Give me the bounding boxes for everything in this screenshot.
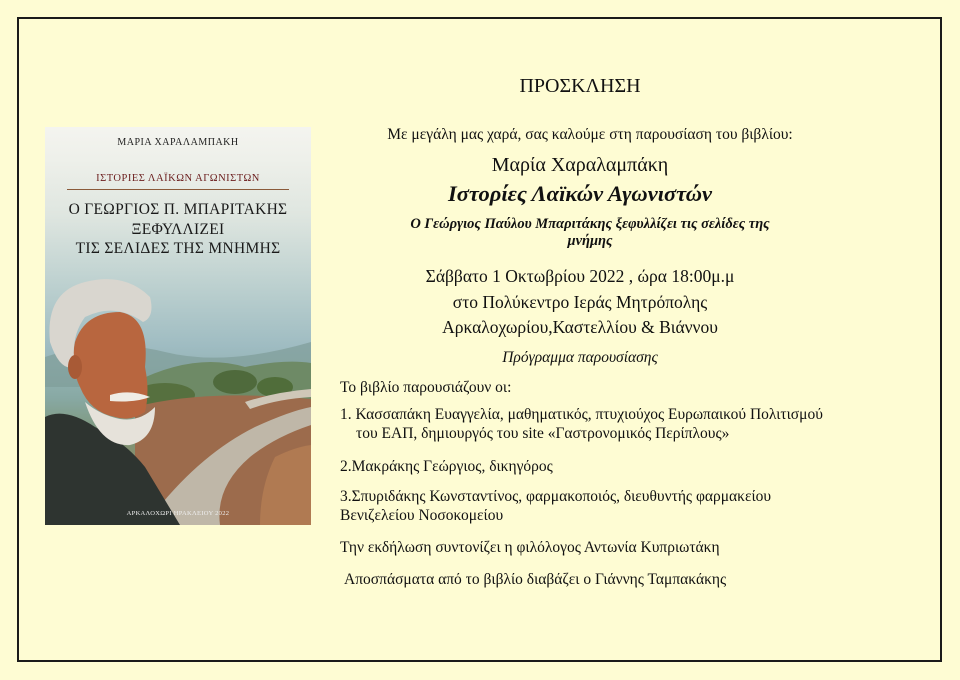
book-subtitle-line-1: Ο Γεώργιος Παύλου Μπαριτάκης ξεφυλλίζει τις σελίδες της <box>410 216 770 232</box>
cover-publisher: ΑΡΚΑΛΟΧΩΡΙ ΗΡΑΚΛΕΙΟΥ 2022 <box>126 510 230 517</box>
presenter-1-line-2: του ΕΑΠ, δημιουργός του site «Γαστρονομικός Περίπλους» <box>356 425 730 442</box>
cover-title-line-3: ΤΙΣ ΣΕΛΙΔΕΣ ΤΗΣ ΜΝΗΜΗΣ <box>75 240 281 257</box>
presenters-intro: Το βιβλίο παρουσιάζουν οι: <box>340 379 512 396</box>
presenter-1-line-1: 1. Κασσαπάκη Ευαγγελία, μαθηματικός, πτυχιούχος Ευρωπαικού Πολιτισμού <box>340 406 823 423</box>
cover-divider <box>67 189 289 190</box>
presenter-2: 2.Μακράκης Γεώργιος, δικηγόρος <box>340 458 553 475</box>
intro-text: Με μεγάλη μας χαρά, σας καλούμε στη παρουσίαση του βιβλίου: <box>387 126 793 143</box>
invitation-heading: ΠΡΟΣΚΛΗΣΗ <box>519 75 641 97</box>
venue-line-2: Αρκαλοχωρίου,Καστελλίου & Βιάννου <box>442 317 718 337</box>
author-name: Μαρία Χαραλαμπάκη <box>491 154 669 176</box>
book-title: Ιστορίες Λαϊκών Αγωνιστών <box>447 181 712 206</box>
venue-line-1: στο Πολύκεντρο Ιεράς Μητρόπολης <box>452 292 708 312</box>
book-cover-image <box>45 127 311 525</box>
presenter-3-line-1: 3.Σπυριδάκης Κωνσταντίνος, φαρμακοποιός, διευθυντής φαρμακείου <box>340 488 772 505</box>
program-heading: Πρόγραμμα παρουσίασης <box>502 349 658 366</box>
event-date-time: Σάββατο 1 Οκτωβρίου 2022 , ώρα 18:00μ.μ <box>425 266 735 286</box>
cover-title-line-1: Ο ΓΕΩΡΓΙΟΣ Π. ΜΠΑΡΙΤΑΚΗΣ <box>68 201 288 218</box>
event-coordinator: Την εκδήλωση συντονίζει η φιλόλογος Αντωνία Κυπριωτάκη <box>340 539 720 556</box>
cover-series: ΙΣΤΟΡΙΕΣ ΛΑΪΚΩΝ ΑΓΩΝΙΣΤΩΝ <box>96 173 260 184</box>
book-subtitle-line-2: μνήμης <box>567 233 613 249</box>
cover-author: ΜΑΡΙΑ ΧΑΡΑΛΑΜΠΑΚΗ <box>117 137 239 148</box>
cover-photo-illustration <box>45 127 311 525</box>
cover-title-line-2: ΞΕΦΥΛΛΙΖΕΙ <box>131 221 225 238</box>
excerpt-reader: Αποσπάσματα από το βιβλίο διαβάζει ο Γιάννης Ταμπακάκης <box>344 571 727 588</box>
presenter-3-line-2: Βενιζελείου Νοσοκομείου <box>340 507 504 524</box>
